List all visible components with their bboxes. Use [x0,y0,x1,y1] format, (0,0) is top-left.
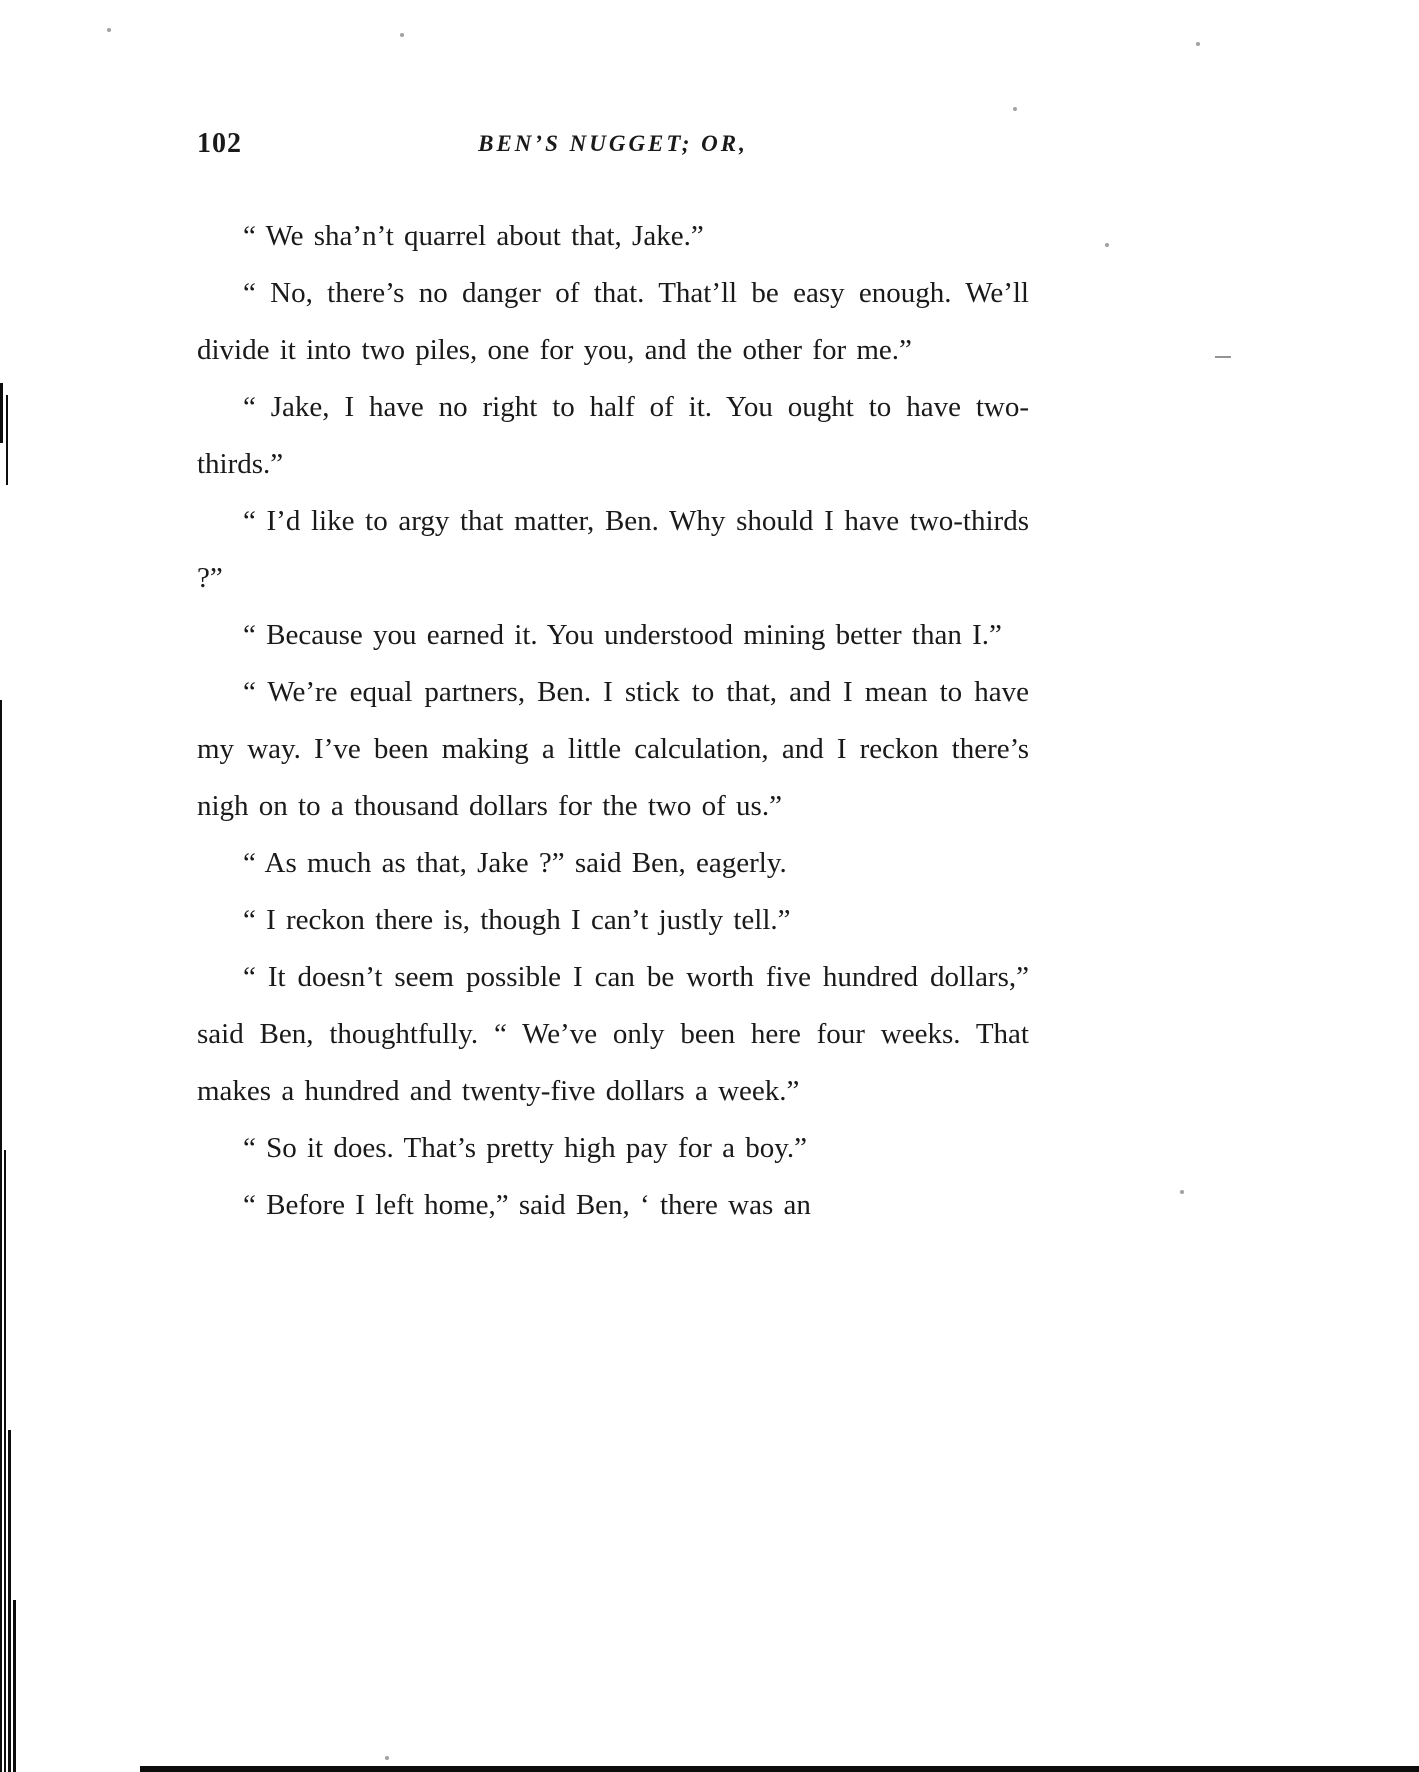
paragraph: “ I’d like to argy that matter, Ben. Why should I have two-thirds ?” [197,505,1029,594]
scan-speck [400,33,404,37]
scan-speck [1180,1190,1184,1194]
paragraph: “ Jake, I have no right to half of it. You ought to have two-thirds.” [197,391,1029,480]
page-body [197,208,1029,1234]
paragraph: “ No, there’s no danger of that. That’ll be easy enough. We’ll divide it into two piles, one for you, and the other for me.” [197,277,1029,366]
page-number: 102 [197,128,242,159]
scan-speck [1013,107,1017,111]
scan-gutter-line [8,1430,11,1772]
scan-bottom-bar [140,1766,1419,1772]
scan-gutter-line [4,1150,6,1772]
scan-gutter-line [6,395,8,485]
scan-gutter-line [0,383,3,443]
paragraph: “ It doesn’t seem possible I can be worth five hundred dollars,” said Ben, thoughtfully. “ We’ve only been here four weeks. That makes a hundred and twenty-five dollars a week.” [197,961,1029,1107]
scan-speck [107,28,111,32]
scan-gutter-line [13,1600,16,1772]
paragraph: “ So it does. That’s pretty high pay for a boy.” [243,1132,807,1164]
paragraph: “ Before I left home,” said Ben, ‘ there was an [243,1189,811,1221]
scan-speck [1105,243,1109,247]
running-header: BEN’S NUGGET; OR, [478,131,748,156]
paragraph: “ Because you earned it. You understood mining better than I.” [243,619,1002,651]
scan-speck [385,1756,389,1760]
scan-dash-mark [1215,356,1231,358]
book-page [197,128,1029,1234]
scan-speck [1196,42,1200,46]
page-header [197,128,1029,174]
paragraph: “ We sha’n’t quarrel about that, Jake.” [243,220,704,252]
scan-gutter-line [0,700,2,1772]
paragraph: “ I reckon there is, though I can’t justly tell.” [243,904,791,936]
paragraph: “ As much as that, Jake ?” said Ben, eagerly. [243,847,787,879]
paragraph: “ We’re equal partners, Ben. I stick to that, and I mean to have my way. I’ve been making a little calculation, and I reckon there’s nigh on to a thousand dollars for the two of us.” [197,676,1029,822]
